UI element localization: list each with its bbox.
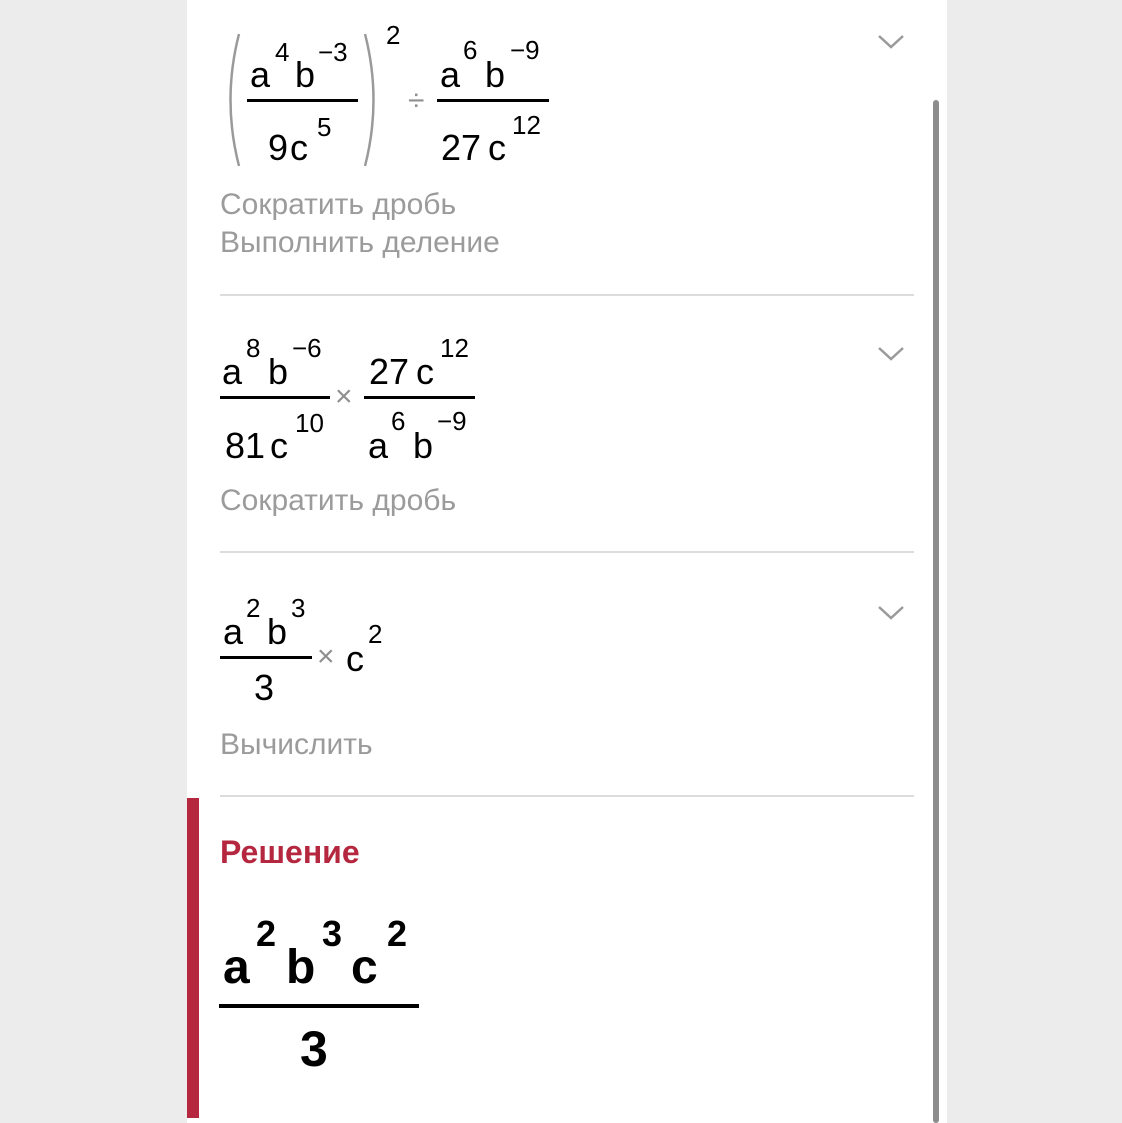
- exponent: 5: [317, 112, 332, 142]
- fraction-bar: [437, 99, 549, 102]
- step-hint: Выполнить деление: [220, 226, 500, 259]
- exponent: 12: [440, 333, 469, 363]
- chevron-down-icon[interactable]: [876, 344, 906, 364]
- step-hint: Сократить дробь: [220, 484, 457, 517]
- var-a: a: [222, 351, 243, 392]
- solution-accent-bar: [187, 798, 199, 1118]
- var-a: a: [223, 941, 250, 994]
- exponent: −6: [292, 333, 322, 363]
- exponent: 6: [463, 35, 478, 65]
- exponent: 3: [322, 913, 343, 954]
- fraction-bar: [219, 1004, 419, 1008]
- chevron-down-icon[interactable]: [876, 603, 906, 623]
- exponent: 2: [387, 913, 408, 954]
- var-b: b: [268, 351, 289, 392]
- multiply-operator: ×: [335, 380, 353, 413]
- fraction-bar: [220, 656, 312, 659]
- coefficient: 9: [268, 127, 289, 168]
- step-3[interactable]: [220, 553, 914, 797]
- fraction-bar: [220, 396, 330, 399]
- exponent: 2: [256, 913, 277, 954]
- scrollbar[interactable]: [933, 100, 939, 1123]
- exponent: 2: [368, 619, 383, 649]
- var-a: a: [440, 54, 461, 95]
- denominator: 3: [254, 667, 275, 708]
- exponent: 2: [246, 593, 261, 623]
- step-divider: [220, 795, 914, 797]
- exponent: −9: [437, 406, 467, 436]
- exponent: 8: [246, 333, 261, 363]
- var-c: c: [270, 425, 288, 466]
- var-b: b: [485, 54, 506, 95]
- fraction-bar: [364, 396, 475, 399]
- step-1[interactable]: [220, 0, 914, 296]
- step-2[interactable]: [220, 296, 914, 553]
- exponent: 4: [275, 37, 290, 67]
- var-a: a: [250, 54, 271, 95]
- var-a: a: [223, 611, 244, 652]
- solution-steps-panel: [187, 0, 947, 1123]
- var-b: b: [286, 941, 316, 994]
- var-b: b: [267, 611, 288, 652]
- coefficient: 27: [441, 127, 482, 168]
- denominator: 3: [300, 1021, 328, 1077]
- step-hint: Вычислить: [220, 728, 373, 761]
- coefficient: 27: [369, 351, 410, 392]
- step-hint: Сократить дробь: [220, 188, 457, 221]
- solution-title: Решение: [220, 834, 360, 870]
- var-c: c: [488, 127, 506, 168]
- var-c: c: [290, 127, 308, 168]
- divide-operator: ÷: [408, 84, 425, 117]
- exponent: −3: [318, 37, 348, 67]
- exponent: 3: [291, 593, 306, 623]
- exponent: 6: [391, 406, 406, 436]
- var-b: b: [413, 425, 434, 466]
- var-b: b: [295, 54, 316, 95]
- left-paren: [220, 32, 244, 168]
- var-c: c: [351, 941, 378, 994]
- exponent: 10: [295, 408, 324, 438]
- coefficient: 81: [225, 425, 266, 466]
- var-a: a: [368, 425, 389, 466]
- exponent: −9: [510, 35, 540, 65]
- exponent: 2: [386, 20, 401, 50]
- fraction-bar: [247, 99, 358, 102]
- var-c: c: [416, 351, 434, 392]
- chevron-down-icon[interactable]: [876, 32, 906, 52]
- multiply-operator: ×: [317, 640, 335, 673]
- exponent: 12: [512, 110, 541, 140]
- right-paren: [360, 32, 384, 168]
- var-c: c: [346, 638, 364, 679]
